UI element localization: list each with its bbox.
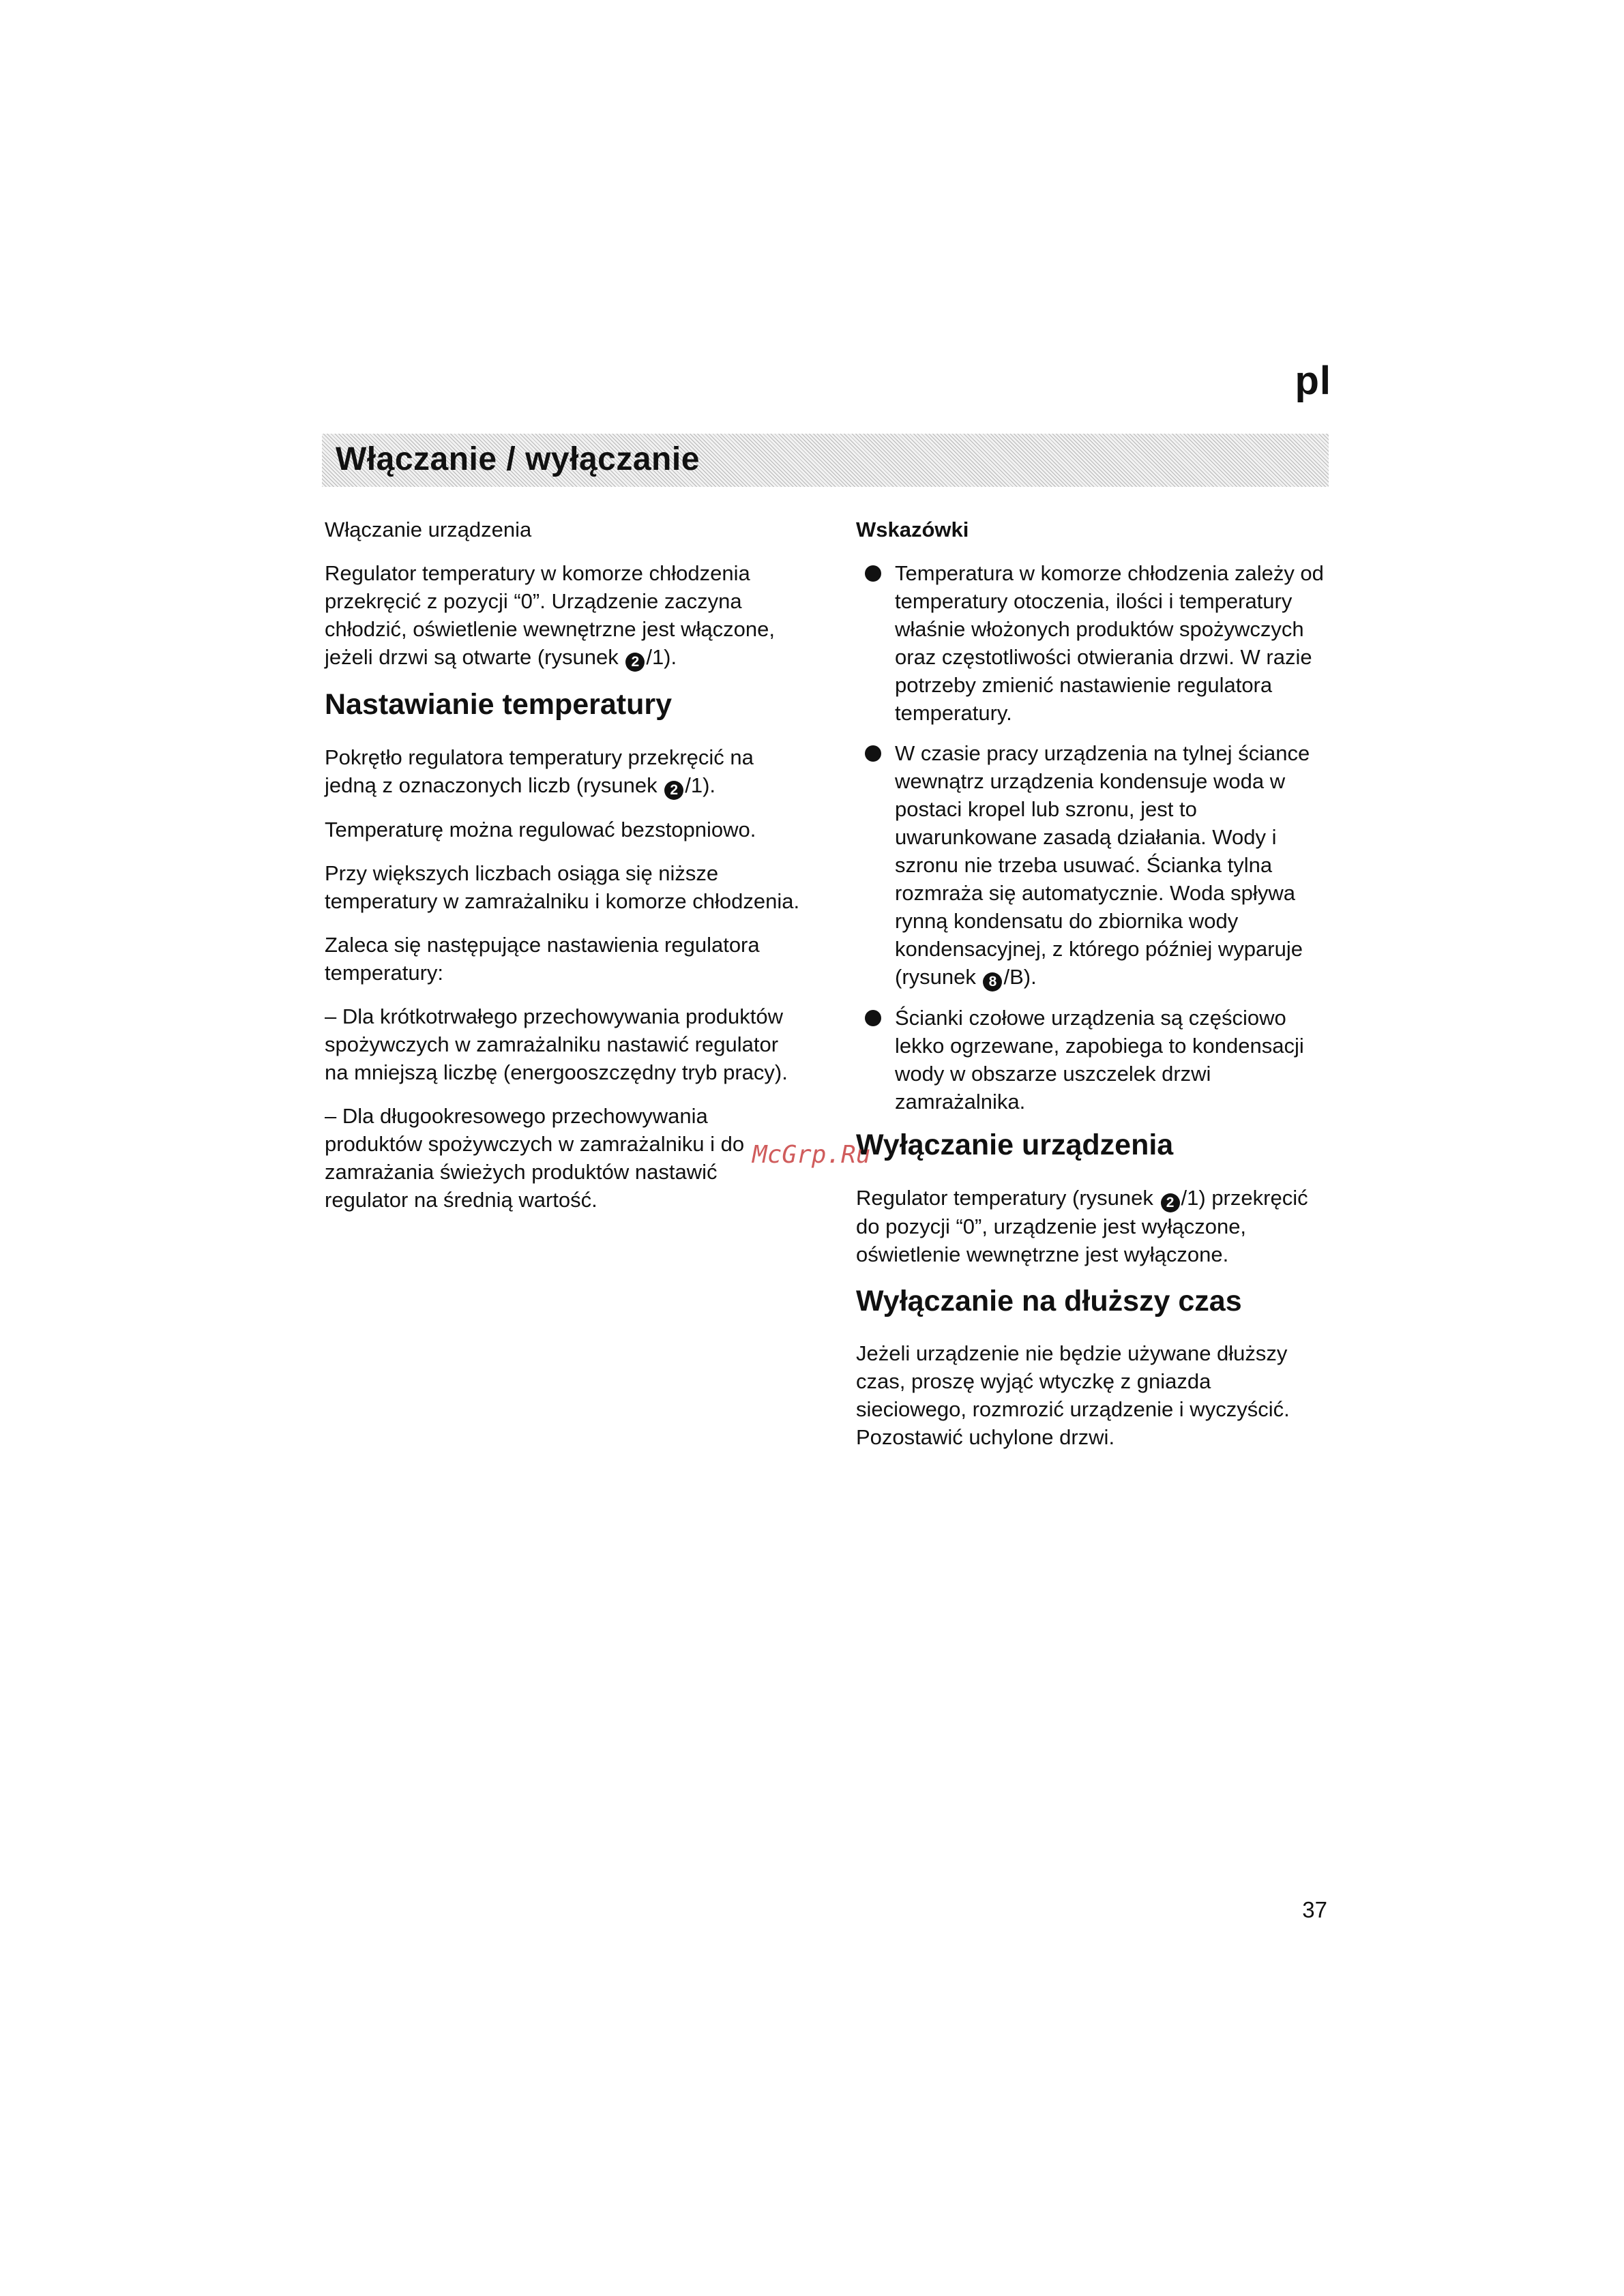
- heading-temperature-setting: Nastawianie temperatury: [325, 688, 673, 721]
- switch-off-paragraph: [856, 1184, 1327, 1268]
- left-column: [325, 516, 802, 1229]
- section-title: Włączanie / wyłączanie: [336, 441, 700, 477]
- bullet-icon: [865, 1010, 881, 1026]
- figure-ref-icon: 2: [1161, 1193, 1180, 1212]
- tip-item-2: [856, 739, 1327, 992]
- temperature-paragraph-2: Temperaturę można regulować bezstopniowo.: [325, 817, 756, 841]
- tip-text-1: Temperatura w komorze chłodzenia zależy od temperatury otoczenia, ilości i temperatury właśnie włożonych produktów spożywczych oraz częstotliwości otwierania drzwi. W razie potrzeby zmienić nastawienie regulatora temperatury.: [895, 561, 1324, 725]
- page-number: 37: [1302, 1897, 1327, 1922]
- figure-ref-icon: 8: [983, 972, 1002, 992]
- heading-long-term-off: Wyłączanie na dłuższy czas: [856, 1284, 1242, 1317]
- tip-item-3: [856, 1004, 1327, 1116]
- section-banner: [322, 434, 1329, 487]
- heading-switch-off: Wyłączanie urządzenia: [856, 1129, 1174, 1161]
- temperature-text-1-end: /1).: [685, 773, 716, 797]
- switch-on-label: Włączanie urządzenia: [325, 518, 532, 541]
- switch-on-text-end: /1).: [646, 645, 677, 669]
- temperature-paragraph-6: – Dla długookresowego przechowywania produktów spożywczych w zamrażalniku i do zamrażania świeżych produktów nastawić regulator na średnią wartość.: [325, 1103, 745, 1212]
- temperature-paragraph-3: Przy większych liczbach osiąga się niższe temperatury w zamrażalniku i komorze chłodzenia.: [325, 861, 800, 913]
- temperature-paragraph-1: [325, 743, 802, 800]
- watermark-text: McGrp.Ru: [752, 1141, 871, 1169]
- temperature-text-1: Pokrętło regulatora temperatury przekręcić na jedną z oznaczonych liczb (rysunek: [325, 745, 754, 797]
- tip-text-2-end: /B).: [1003, 965, 1037, 989]
- bullet-icon: [865, 565, 881, 582]
- switch-off-text: Regulator temperatury (rysunek: [856, 1185, 1160, 1210]
- language-code: pl: [1295, 359, 1331, 403]
- switch-on-paragraph: [325, 559, 802, 672]
- figure-ref-icon: 2: [625, 653, 645, 672]
- temperature-paragraph-4: Zaleca się następujące nastawienia regulatora temperatury:: [325, 932, 760, 985]
- tip-item-1: [856, 559, 1327, 727]
- heading-tips: Wskazówki: [856, 518, 969, 541]
- figure-ref-icon: 2: [664, 781, 683, 800]
- right-column: [856, 516, 1327, 1467]
- switch-on-text: Regulator temperatury w komorze chłodzenia przekręcić z pozycji “0”. Urządzenie zaczyna chłodzić, oświetlenie wewnętrzne jest włączone, jeżeli drzwi są otwarte (rysunek: [325, 561, 775, 669]
- switch-off-text-end: /1) przekręcić do pozycji “0”, urządzenie jest wyłączone, oświetlenie wewnętrzne jest wyłączone.: [856, 1185, 1308, 1266]
- tip-text-3: Ścianki czołowe urządzenia są częściowo lekko ogrzewane, zapobiega to kondensacji wody w obszarze uszczelek drzwi zamrażalnika.: [895, 1006, 1304, 1114]
- tip-text-2: W czasie pracy urządzenia na tylnej ściance wewnątrz urządzenia kondensuje woda w postaci kropel lub szronu, jest to uwarunkowane zasadą działania. Wody i szronu nie trzeba usuwać. Ścianka tylna rozmraża się automatycznie. Woda spływa rynną kondensatu do zbiornika wody kondensacyjnej, z którego później wyparuje (rysunek: [895, 741, 1310, 989]
- long-term-off-paragraph: Jeżeli urządzenie nie będzie używane dłuższy czas, proszę wyjąć wtyczkę z gniazda sieciowego, rozmrozić urządzenie i wyczyścić. Pozostawić uchylone drzwi.: [856, 1341, 1290, 1450]
- bullet-icon: [865, 745, 881, 762]
- temperature-paragraph-5: – Dla krótkotrwałego przechowywania produktów spożywczych w zamrażalniku nastawić regulator na mniejszą liczbę (energooszczędny tryb pracy).: [325, 1004, 788, 1084]
